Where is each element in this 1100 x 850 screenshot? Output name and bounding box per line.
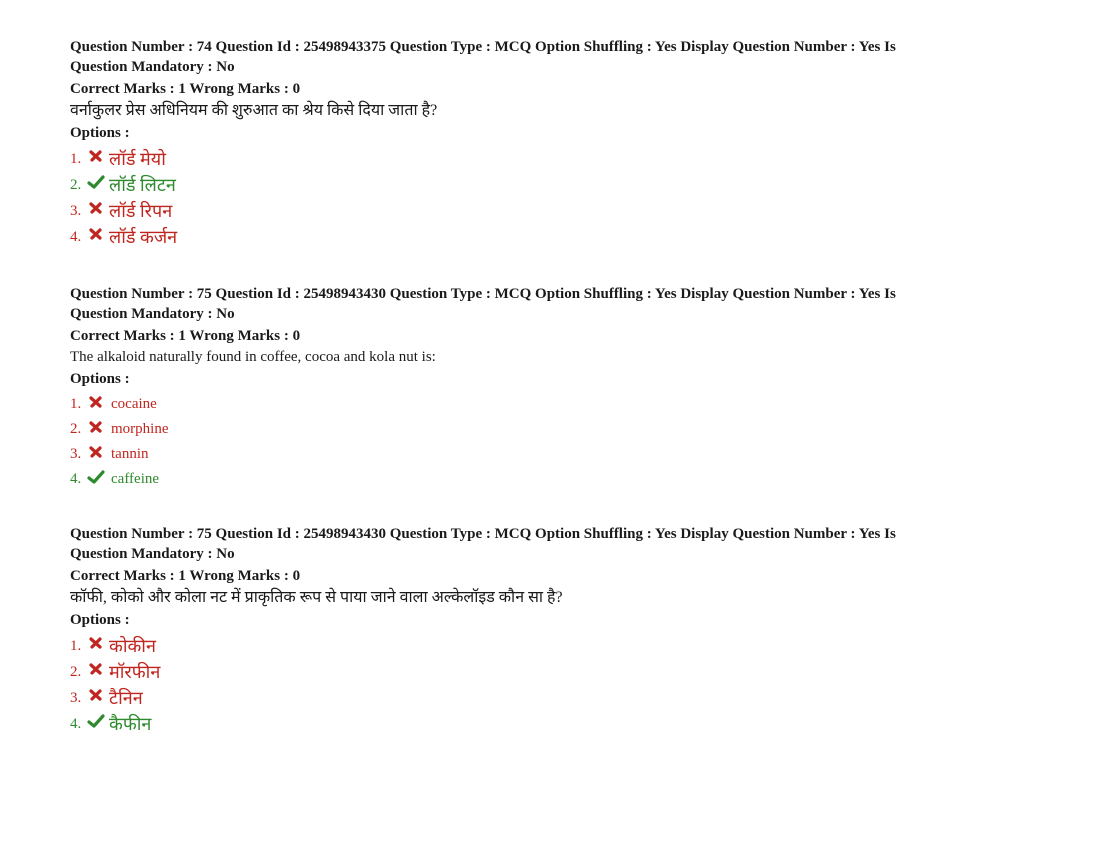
question-meta-line: Question Number : 75 Question Id : 25498943430 Question Type : MCQ Option Shuffling : Yes Display Question Number : Yes Is: [70, 286, 896, 302]
options-label: Options :: [70, 371, 130, 387]
option-number: 2.: [70, 421, 82, 437]
question-text: कॉफी, कोको और कोला नट में प्राकृतिक रूप से पाया जाने वाला अल्केलॉइड कौन सा है?: [70, 589, 563, 606]
option-text: कोकीन: [109, 636, 156, 656]
option-item: [70, 417, 1030, 442]
cross-icon: [87, 147, 105, 165]
option-number: 3.: [70, 689, 82, 706]
option-number: 4.: [70, 228, 82, 245]
option-number: 2.: [70, 176, 82, 193]
question-marks: Correct Marks : 1 Wrong Marks : 0: [70, 81, 301, 97]
options-list: [70, 146, 1030, 250]
option-text: मॉरफीन: [109, 662, 161, 682]
cross-icon: [87, 418, 105, 436]
option-text: लॉर्ड मेयो: [109, 149, 166, 169]
option-number: 1.: [70, 396, 82, 412]
question-block: [70, 285, 1030, 525]
question-text: वर्नाकुलर प्रेस अधिनियम की शुरुआत का श्रेय किसे दिया जाता है?: [70, 102, 438, 119]
option-item: [70, 198, 1030, 224]
cross-icon: [87, 634, 105, 652]
cross-icon: [87, 686, 105, 704]
question-meta: [70, 525, 1030, 564]
question-paper: [70, 38, 1030, 737]
cross-icon: [87, 660, 105, 678]
question-block: [70, 38, 1030, 285]
option-text: लॉर्ड कर्जन: [109, 227, 178, 247]
question-marks: Correct Marks : 1 Wrong Marks : 0: [70, 568, 301, 584]
option-item: [70, 392, 1030, 417]
option-text: cocaine: [111, 396, 157, 412]
option-item: [70, 224, 1030, 250]
question-meta: [70, 38, 1030, 77]
question-meta-line: Question Mandatory : No: [70, 58, 235, 75]
cross-icon: [87, 199, 105, 217]
option-text: टैनिन: [109, 688, 143, 708]
question-meta-line: Question Number : 75 Question Id : 25498943430 Question Type : MCQ Option Shuffling : Yes Display Question Number : Yes Is: [70, 526, 896, 542]
option-item: [70, 711, 1030, 737]
options-label: Options :: [70, 612, 130, 628]
question-marks: Correct Marks : 1 Wrong Marks : 0: [70, 328, 301, 344]
check-icon: [87, 712, 105, 730]
option-text: morphine: [111, 421, 169, 437]
option-number: 4.: [70, 715, 82, 732]
question-text: The alkaloid naturally found in coffee, cocoa and kola nut is:: [70, 349, 436, 365]
option-text: लॉर्ड रिपन: [109, 201, 173, 221]
question-meta-line: Question Mandatory : No: [70, 545, 235, 562]
option-number: 3.: [70, 202, 82, 219]
question-block: [70, 525, 1030, 737]
option-item: [70, 467, 1030, 492]
question-meta-line: Question Mandatory : No: [70, 305, 235, 322]
option-text: लॉर्ड लिटन: [109, 175, 176, 195]
options-list: [70, 392, 1030, 492]
option-item: [70, 172, 1030, 198]
option-item: [70, 442, 1030, 467]
option-number: 1.: [70, 637, 82, 654]
question-meta: [70, 285, 1030, 324]
question-meta-line: Question Number : 74 Question Id : 25498943375 Question Type : MCQ Option Shuffling : Yes Display Question Number : Yes Is: [70, 39, 896, 55]
cross-icon: [87, 225, 105, 243]
options-label: Options :: [70, 125, 130, 141]
option-number: 2.: [70, 663, 82, 680]
option-item: [70, 685, 1030, 711]
option-number: 4.: [70, 471, 82, 487]
option-text: tannin: [111, 446, 149, 462]
option-number: 1.: [70, 150, 82, 167]
cross-icon: [87, 393, 105, 411]
cross-icon: [87, 443, 105, 461]
check-icon: [87, 173, 105, 191]
check-icon: [87, 468, 105, 486]
option-text: caffeine: [111, 471, 160, 487]
option-item: [70, 659, 1030, 685]
option-text: कैफीन: [109, 714, 152, 734]
option-item: [70, 146, 1030, 172]
options-list: [70, 633, 1030, 737]
option-item: [70, 633, 1030, 659]
option-number: 3.: [70, 446, 82, 462]
